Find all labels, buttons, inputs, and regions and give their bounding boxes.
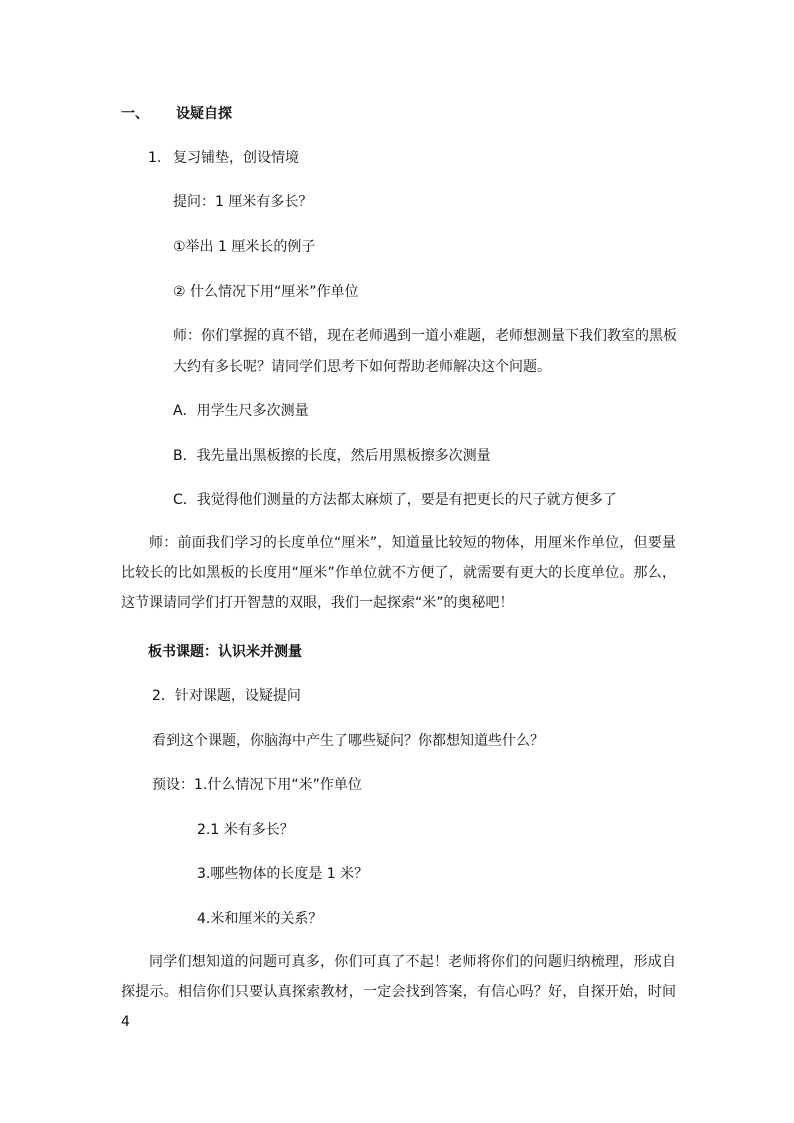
list-item: ② 什么情况下用“厘米”作单位 [173, 284, 359, 300]
board-title: 板书课题：认识米并测量 [148, 644, 302, 660]
list-item: 2.1 米有多长？ [197, 822, 294, 838]
list-item: 4.米和厘米的关系？ [197, 911, 323, 927]
teacher-line-1: 师：你们掌握的真不错，现在老师遇到一道小难题，老师想测量下我们教室的黑板 [173, 328, 677, 344]
teacher-line-2: 大约有多长呢？请同学们思考下如何帮助老师解决这个问题。 [173, 359, 551, 375]
teacher-paragraph: 师：前面我们学习的长度单位“厘米”，知道量比较短的物体，用厘米作单位，但要量比较长的比如黑板的长度用“厘米”作单位就不方便了，就需要有更大的长度单位。那么，这节课请同学们打开智慧的双眼，我们一起探索“米”的奥秘吧！ [121, 535, 676, 611]
closing-paragraph: 同学们想知道的问题可真多，你们可真了不起！老师将你们的问题归纳梳理，形成自探提示。相信你们只要认真探索教材，一定会找到答案，有信心吗？好，自探开始，时间 4 [121, 954, 676, 1030]
step-1-number: 1. [148, 150, 162, 166]
step-2-question: 看到这个课题，你脑海中产生了哪些疑问？你都想知道些什么？ [152, 733, 544, 749]
question-line: 提问：1 厘米有多长？ [173, 194, 313, 210]
step-1-title: 复习铺垫，创设情境 [173, 150, 299, 166]
option-c: C．我觉得他们测量的方法都太麻烦了，要是有把更长的尺子就方便多了 [173, 492, 617, 508]
step-2-title: 2．针对课题，设疑提问 [152, 688, 301, 704]
list-item: 3.哪些物体的长度是 1 米？ [197, 866, 369, 882]
option-b: B．我先量出黑板擦的长度，然后用黑板擦多次测量 [173, 448, 491, 464]
section-number: 一、 [121, 106, 149, 122]
list-item: 预设：1.什么情况下用“米”作单位 [152, 777, 362, 793]
section-title: 设疑自探 [176, 106, 232, 122]
list-item: ①举出 1 厘米长的例子 [173, 239, 316, 255]
option-a: A．用学生尺多次测量 [173, 403, 309, 419]
